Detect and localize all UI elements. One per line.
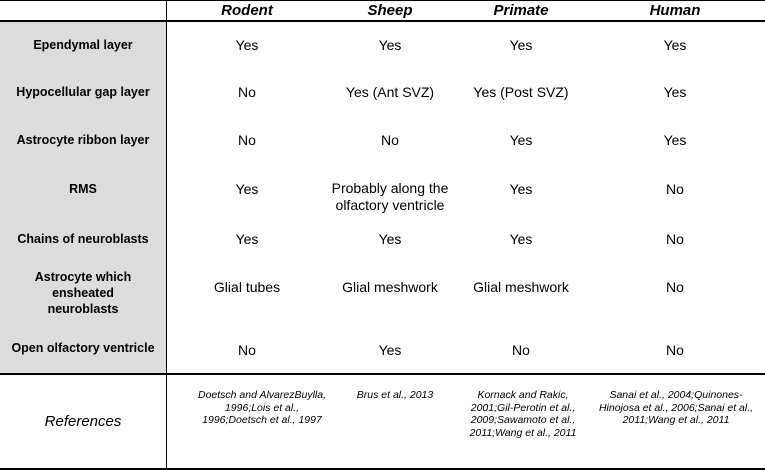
table-cell: No [666, 278, 684, 295]
table-cell: Yes [509, 131, 533, 148]
table-cell: Yes [235, 36, 259, 53]
table-cell: Yes [509, 180, 533, 197]
table-cell: Yes (Post SVZ) [473, 83, 569, 100]
table-cell: Yes [235, 180, 259, 197]
row-label: Open olfactory ventricle [11, 341, 155, 355]
table-cell: Yes [235, 230, 259, 247]
table-cell: No [238, 341, 256, 358]
table-cell: Glial meshwork [342, 278, 438, 295]
column-header-sheep: Sheep [367, 2, 413, 19]
table-cell: Glial tubes [213, 278, 281, 295]
reference-cell: Kornack and Rakic, 2001;Gil-Perotin et al., 2009;Sawamoto et al., 2011;Wang et al., 2011 [469, 389, 577, 439]
table-cell: Glial meshwork [473, 278, 569, 295]
row-label: Astrocyte ribbon layer [16, 133, 150, 147]
row-label: Ependymal layer [33, 38, 133, 52]
table-cell: Yes [509, 230, 533, 247]
table-cell: No [512, 341, 530, 358]
row-label: Astrocyte which ensheated neuroblasts [34, 270, 132, 316]
table-cell: No [381, 131, 399, 148]
table-cell: Yes (Ant SVZ) [345, 83, 435, 100]
reference-cell: Brus et al., 2013 [356, 389, 434, 401]
references-label: References [44, 413, 122, 430]
table-cell: No [666, 180, 684, 197]
table-cell: Yes [663, 131, 687, 148]
reference-cell: Doetsch and AlvarezBuylla, 1996;Lois et al., 1996;Doetsch et al., 1997 [197, 389, 326, 426]
row-label: Chains of neuroblasts [17, 232, 149, 246]
column-header-human: Human [649, 2, 701, 19]
table-cell: No [666, 341, 684, 358]
table-cell: Yes [378, 36, 402, 53]
table-cell: No [238, 83, 256, 100]
column-header-primate: Primate [493, 2, 549, 19]
reference-cell: Sanai et al., 2004;Quinones-Hinojosa et al., 2006;Sanai et al., 2011;Wang et al., 2011 [598, 389, 754, 426]
column-header-rodent: Rodent [221, 2, 273, 19]
row-label: Hypocellular gap layer [16, 85, 150, 99]
table-cell: Yes [663, 36, 687, 53]
table-cell: Yes [378, 230, 402, 247]
row-label: RMS [69, 182, 97, 196]
table-cell: Yes [509, 36, 533, 53]
table-cell: No [666, 230, 684, 247]
table-cell: Probably along the olfactory ventricle [331, 179, 449, 213]
table-cell: No [238, 131, 256, 148]
table-cell: Yes [378, 341, 402, 358]
table-cell: Yes [663, 83, 687, 100]
